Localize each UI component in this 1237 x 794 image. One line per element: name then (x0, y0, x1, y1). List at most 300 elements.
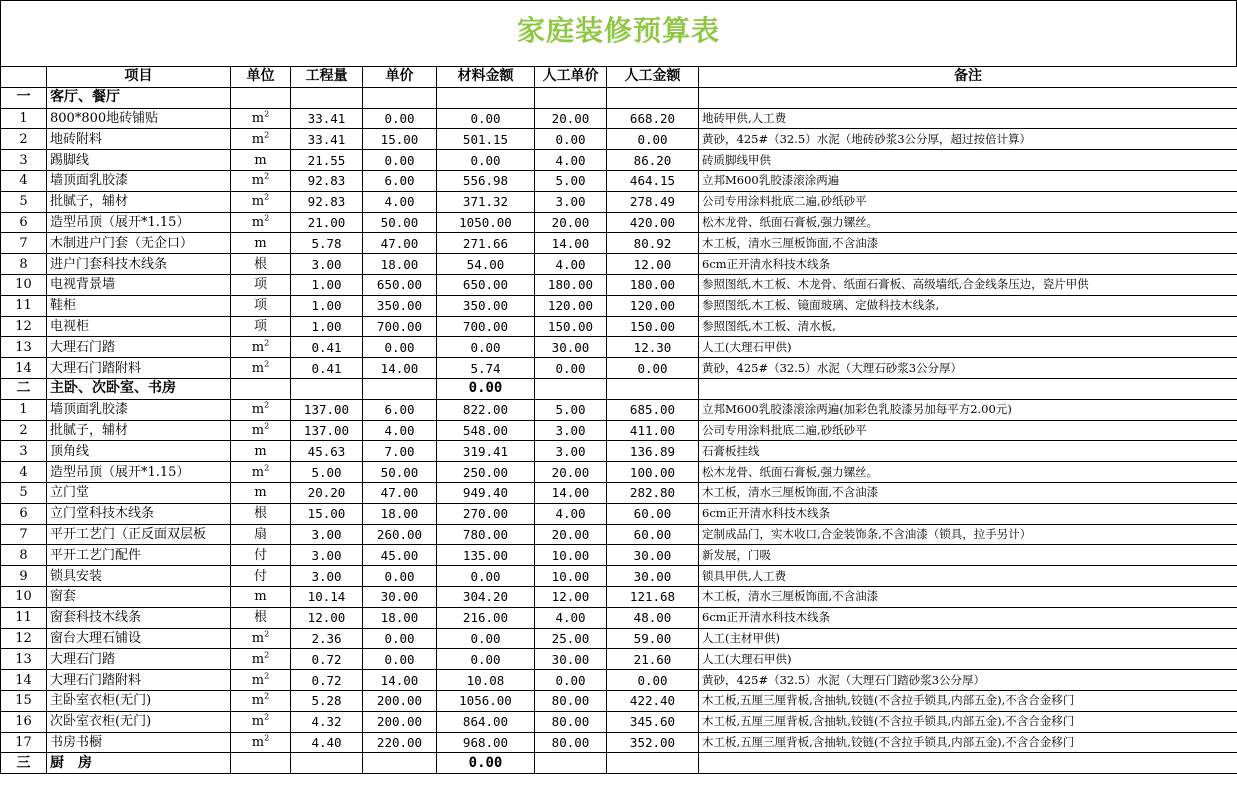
item-name[interactable]: 批腻子，辅材 (47, 191, 231, 212)
unit-cell[interactable] (231, 524, 291, 545)
quantity[interactable]: 3.00 (291, 254, 363, 275)
row-number[interactable]: 10 (1, 274, 47, 295)
unit-cell[interactable] (231, 462, 291, 483)
labor-unit-price[interactable]: 20.00 (535, 108, 607, 129)
row-number[interactable]: 6 (1, 503, 47, 524)
header-labor-amount[interactable]: 人工金额 (607, 67, 699, 88)
remarks[interactable]: 6cm正开清水科技木线条 (699, 254, 1237, 275)
header-unit[interactable]: 单位 (231, 67, 291, 88)
remarks[interactable]: 石膏板挂线 (699, 441, 1237, 462)
row-number[interactable]: 5 (1, 191, 47, 212)
remarks[interactable]: 定制成品门，实木收口,合金装饰条,不含油漆（锁具，拉手另计） (699, 524, 1237, 545)
material-amount[interactable]: 271.66 (437, 233, 535, 254)
empty-cell[interactable] (363, 753, 437, 774)
quantity[interactable]: 0.41 (291, 337, 363, 358)
item-name[interactable]: 平开工艺门配件 (47, 545, 231, 566)
remarks[interactable]: 公司专用涂料批底二遍,砂纸砂平 (699, 420, 1237, 441)
row-number[interactable]: 14 (1, 670, 47, 691)
row-number[interactable]: 11 (1, 607, 47, 628)
empty-cell[interactable] (699, 753, 1237, 774)
unit-price[interactable]: 260.00 (363, 524, 437, 545)
quantity[interactable]: 3.00 (291, 524, 363, 545)
unit-price[interactable]: 350.00 (363, 295, 437, 316)
labor-amount[interactable]: 464.15 (607, 170, 699, 191)
unit-cell[interactable] (231, 732, 291, 753)
item-name[interactable]: 墙顶面乳胶漆 (47, 170, 231, 191)
material-amount[interactable]: 0.00 (437, 150, 535, 171)
material-amount[interactable]: 864.00 (437, 711, 535, 732)
header-item[interactable]: 项目 (47, 67, 231, 88)
labor-amount[interactable]: 282.80 (607, 482, 699, 503)
unit-price[interactable]: 7.00 (363, 441, 437, 462)
row-number[interactable]: 13 (1, 649, 47, 670)
unit-price[interactable]: 0.00 (363, 337, 437, 358)
quantity[interactable]: 3.00 (291, 566, 363, 587)
quantity[interactable]: 20.20 (291, 482, 363, 503)
header-price[interactable]: 单价 (363, 67, 437, 88)
unit-cell[interactable] (231, 420, 291, 441)
labor-amount[interactable]: 411.00 (607, 420, 699, 441)
item-name[interactable]: 窗套科技木线条 (47, 607, 231, 628)
item-name[interactable]: 造型吊顶（展开*1.15） (47, 462, 231, 483)
unit-price[interactable]: 18.00 (363, 607, 437, 628)
row-number[interactable]: 12 (1, 628, 47, 649)
remarks[interactable]: 木工板，清水三厘板饰面,不含油漆 (699, 233, 1237, 254)
quantity[interactable]: 0.72 (291, 649, 363, 670)
quantity[interactable]: 15.00 (291, 503, 363, 524)
empty-cell[interactable] (607, 87, 699, 108)
empty-cell[interactable] (231, 378, 291, 399)
section-material-total[interactable]: 0.00 (437, 378, 535, 399)
labor-unit-price[interactable]: 180.00 (535, 274, 607, 295)
labor-unit-price[interactable]: 0.00 (535, 129, 607, 150)
row-number[interactable]: 3 (1, 441, 47, 462)
labor-unit-price[interactable]: 4.00 (535, 607, 607, 628)
row-number[interactable]: 11 (1, 295, 47, 316)
labor-amount[interactable]: 0.00 (607, 670, 699, 691)
unit-cell[interactable] (231, 690, 291, 711)
quantity[interactable]: 0.72 (291, 670, 363, 691)
section-number[interactable]: 一 (1, 87, 47, 108)
unit-cell[interactable] (231, 129, 291, 150)
row-number[interactable]: 13 (1, 337, 47, 358)
labor-unit-price[interactable]: 12.00 (535, 586, 607, 607)
labor-unit-price[interactable]: 20.00 (535, 212, 607, 233)
labor-unit-price[interactable]: 0.00 (535, 358, 607, 379)
quantity[interactable]: 137.00 (291, 399, 363, 420)
labor-unit-price[interactable]: 3.00 (535, 420, 607, 441)
unit-cell[interactable] (231, 670, 291, 691)
unit-cell[interactable] (231, 233, 291, 254)
header-labor-price[interactable]: 人工单价 (535, 67, 607, 88)
quantity[interactable]: 137.00 (291, 420, 363, 441)
labor-unit-price[interactable]: 80.00 (535, 732, 607, 753)
material-amount[interactable]: 949.40 (437, 482, 535, 503)
unit-price[interactable]: 18.00 (363, 254, 437, 275)
material-amount[interactable]: 780.00 (437, 524, 535, 545)
unit-cell[interactable] (231, 295, 291, 316)
unit-price[interactable]: 45.00 (363, 545, 437, 566)
material-amount[interactable]: 371.32 (437, 191, 535, 212)
row-number[interactable]: 10 (1, 586, 47, 607)
labor-unit-price[interactable]: 30.00 (535, 649, 607, 670)
item-name[interactable]: 窗台大理石铺设 (47, 628, 231, 649)
row-number[interactable]: 9 (1, 566, 47, 587)
quantity[interactable]: 3.00 (291, 545, 363, 566)
quantity[interactable]: 5.00 (291, 462, 363, 483)
empty-cell[interactable] (699, 87, 1237, 108)
unit-cell[interactable] (231, 566, 291, 587)
header-no[interactable] (1, 67, 47, 88)
item-name[interactable]: 电视背景墙 (47, 274, 231, 295)
empty-cell[interactable] (363, 87, 437, 108)
row-number[interactable]: 15 (1, 690, 47, 711)
unit-price[interactable]: 4.00 (363, 420, 437, 441)
labor-amount[interactable]: 278.49 (607, 191, 699, 212)
labor-unit-price[interactable]: 14.00 (535, 482, 607, 503)
labor-unit-price[interactable]: 10.00 (535, 566, 607, 587)
remarks[interactable]: 锁具甲供,人工费 (699, 566, 1237, 587)
unit-price[interactable]: 0.00 (363, 150, 437, 171)
labor-unit-price[interactable]: 4.00 (535, 503, 607, 524)
quantity[interactable]: 4.40 (291, 732, 363, 753)
labor-amount[interactable]: 352.00 (607, 732, 699, 753)
material-amount[interactable]: 135.00 (437, 545, 535, 566)
unit-price[interactable]: 6.00 (363, 399, 437, 420)
item-name[interactable]: 大理石门踏附料 (47, 358, 231, 379)
remarks[interactable]: 公司专用涂料批底二遍,砂纸砂平 (699, 191, 1237, 212)
unit-price[interactable]: 18.00 (363, 503, 437, 524)
row-number[interactable]: 4 (1, 170, 47, 191)
material-amount[interactable]: 0.00 (437, 649, 535, 670)
labor-unit-price[interactable]: 5.00 (535, 170, 607, 191)
labor-unit-price[interactable]: 0.00 (535, 670, 607, 691)
item-name[interactable]: 窗套 (47, 586, 231, 607)
section-material-total[interactable]: 0.00 (437, 753, 535, 774)
remarks[interactable]: 松木龙骨、纸面石膏板,强力镙丝。 (699, 462, 1237, 483)
remarks[interactable]: 黄砂，425#（32.5）水泥（大理石砂浆3公分厚） (699, 358, 1237, 379)
unit-cell[interactable] (231, 441, 291, 462)
unit-price[interactable]: 650.00 (363, 274, 437, 295)
section-material-total[interactable] (437, 87, 535, 108)
material-amount[interactable]: 556.98 (437, 170, 535, 191)
labor-amount[interactable]: 100.00 (607, 462, 699, 483)
labor-amount[interactable]: 12.30 (607, 337, 699, 358)
material-amount[interactable]: 270.00 (437, 503, 535, 524)
material-amount[interactable]: 350.00 (437, 295, 535, 316)
unit-cell[interactable] (231, 108, 291, 129)
unit-cell[interactable] (231, 212, 291, 233)
quantity[interactable]: 1.00 (291, 295, 363, 316)
row-number[interactable]: 4 (1, 462, 47, 483)
item-name[interactable]: 地砖附料 (47, 129, 231, 150)
unit-price[interactable]: 4.00 (363, 191, 437, 212)
material-amount[interactable]: 54.00 (437, 254, 535, 275)
empty-cell[interactable] (699, 378, 1237, 399)
item-name[interactable]: 墙顶面乳胶漆 (47, 399, 231, 420)
labor-amount[interactable]: 420.00 (607, 212, 699, 233)
labor-amount[interactable]: 0.00 (607, 358, 699, 379)
item-name[interactable]: 木制进户门套（无企口） (47, 233, 231, 254)
row-number[interactable]: 14 (1, 358, 47, 379)
section-name[interactable]: 主卧、次卧室、书房 (47, 378, 231, 399)
unit-price[interactable]: 0.00 (363, 108, 437, 129)
labor-unit-price[interactable]: 10.00 (535, 545, 607, 566)
labor-amount[interactable]: 60.00 (607, 524, 699, 545)
remarks[interactable]: 新发展，门吸 (699, 545, 1237, 566)
labor-unit-price[interactable]: 3.00 (535, 191, 607, 212)
remarks[interactable]: 人工(大理石甲供) (699, 337, 1237, 358)
remarks[interactable]: 参照图纸,木工板、清水板, (699, 316, 1237, 337)
remarks[interactable]: 松木龙骨、纸面石膏板,强力镙丝。 (699, 212, 1237, 233)
remarks[interactable]: 人工(主材甲供) (699, 628, 1237, 649)
labor-amount[interactable]: 30.00 (607, 545, 699, 566)
labor-unit-price[interactable]: 4.00 (535, 150, 607, 171)
labor-unit-price[interactable]: 20.00 (535, 524, 607, 545)
unit-cell[interactable] (231, 628, 291, 649)
empty-cell[interactable] (607, 753, 699, 774)
quantity[interactable]: 33.41 (291, 108, 363, 129)
unit-cell[interactable] (231, 545, 291, 566)
remarks[interactable]: 黄砂，425#（32.5）水泥（地砖砂浆3公分厚，超过按倍计算） (699, 129, 1237, 150)
labor-amount[interactable]: 30.00 (607, 566, 699, 587)
labor-amount[interactable]: 0.00 (607, 129, 699, 150)
material-amount[interactable]: 5.74 (437, 358, 535, 379)
material-amount[interactable]: 0.00 (437, 108, 535, 129)
item-name[interactable]: 800*800地砖铺贴 (47, 108, 231, 129)
section-number[interactable]: 三 (1, 753, 47, 774)
unit-cell[interactable] (231, 316, 291, 337)
row-number[interactable]: 3 (1, 150, 47, 171)
unit-price[interactable]: 220.00 (363, 732, 437, 753)
unit-cell[interactable] (231, 607, 291, 628)
row-number[interactable]: 7 (1, 524, 47, 545)
item-name[interactable]: 进户门套科技木线条 (47, 254, 231, 275)
material-amount[interactable]: 10.08 (437, 670, 535, 691)
unit-price[interactable]: 0.00 (363, 649, 437, 670)
labor-unit-price[interactable]: 14.00 (535, 233, 607, 254)
material-amount[interactable]: 1050.00 (437, 212, 535, 233)
item-name[interactable]: 电视柜 (47, 316, 231, 337)
empty-cell[interactable] (291, 378, 363, 399)
unit-cell[interactable] (231, 254, 291, 275)
quantity[interactable]: 12.00 (291, 607, 363, 628)
labor-amount[interactable]: 48.00 (607, 607, 699, 628)
material-amount[interactable]: 216.00 (437, 607, 535, 628)
remarks[interactable]: 6cm正开清水科技木线条 (699, 503, 1237, 524)
remarks[interactable]: 木工板,五厘三厘背板,含抽轨,铰链(不含拉手锁具,内部五金),不含合金移门 (699, 690, 1237, 711)
labor-amount[interactable]: 136.89 (607, 441, 699, 462)
labor-amount[interactable]: 150.00 (607, 316, 699, 337)
item-name[interactable]: 大理石门踏 (47, 649, 231, 670)
material-amount[interactable]: 250.00 (437, 462, 535, 483)
empty-cell[interactable] (535, 753, 607, 774)
item-name[interactable]: 主卧室衣柜(无门) (47, 690, 231, 711)
unit-price[interactable]: 50.00 (363, 212, 437, 233)
quantity[interactable]: 5.78 (291, 233, 363, 254)
material-amount[interactable]: 501.15 (437, 129, 535, 150)
quantity[interactable]: 4.32 (291, 711, 363, 732)
unit-cell[interactable] (231, 191, 291, 212)
row-number[interactable]: 8 (1, 254, 47, 275)
labor-amount[interactable]: 345.60 (607, 711, 699, 732)
unit-cell[interactable] (231, 399, 291, 420)
header-material-amount[interactable]: 材料金额 (437, 67, 535, 88)
empty-cell[interactable] (535, 378, 607, 399)
item-name[interactable]: 平开工艺门（正反面双层板 (47, 524, 231, 545)
labor-unit-price[interactable]: 5.00 (535, 399, 607, 420)
empty-cell[interactable] (231, 753, 291, 774)
item-name[interactable]: 次卧室衣柜(无门) (47, 711, 231, 732)
quantity[interactable]: 33.41 (291, 129, 363, 150)
quantity[interactable]: 92.83 (291, 170, 363, 191)
material-amount[interactable]: 319.41 (437, 441, 535, 462)
material-amount[interactable]: 0.00 (437, 566, 535, 587)
material-amount[interactable]: 1056.00 (437, 690, 535, 711)
unit-cell[interactable] (231, 170, 291, 191)
unit-cell[interactable] (231, 586, 291, 607)
unit-price[interactable]: 47.00 (363, 482, 437, 503)
section-name[interactable]: 客厅、餐厅 (47, 87, 231, 108)
unit-price[interactable]: 14.00 (363, 670, 437, 691)
remarks[interactable]: 木工板,五厘三厘背板,含抽轨,铰链(不含拉手锁具,内部五金),不含合金移门 (699, 732, 1237, 753)
unit-price[interactable]: 50.00 (363, 462, 437, 483)
empty-cell[interactable] (535, 87, 607, 108)
labor-unit-price[interactable]: 120.00 (535, 295, 607, 316)
item-name[interactable]: 书房书橱 (47, 732, 231, 753)
empty-cell[interactable] (231, 87, 291, 108)
labor-unit-price[interactable]: 80.00 (535, 690, 607, 711)
labor-unit-price[interactable]: 3.00 (535, 441, 607, 462)
labor-amount[interactable]: 86.20 (607, 150, 699, 171)
row-number[interactable]: 5 (1, 482, 47, 503)
unit-cell[interactable] (231, 503, 291, 524)
remarks[interactable]: 立邦M600乳胶漆滚涂两遍(加彩色乳胶漆另加每平方2.00元) (699, 399, 1237, 420)
unit-price[interactable]: 700.00 (363, 316, 437, 337)
quantity[interactable]: 21.55 (291, 150, 363, 171)
header-qty[interactable]: 工程量 (291, 67, 363, 88)
labor-unit-price[interactable]: 150.00 (535, 316, 607, 337)
quantity[interactable]: 5.28 (291, 690, 363, 711)
remarks[interactable]: 参照图纸,木工板、镜面玻璃、定做科技木线条, (699, 295, 1237, 316)
item-name[interactable]: 锁具安装 (47, 566, 231, 587)
unit-price[interactable]: 200.00 (363, 711, 437, 732)
quantity[interactable]: 92.83 (291, 191, 363, 212)
item-name[interactable]: 大理石门踏附料 (47, 670, 231, 691)
remarks[interactable]: 参照图纸,木工板、木龙骨、纸面石膏板、高级墙纸,合金线条压边，瓷片甲供 (699, 274, 1237, 295)
unit-price[interactable]: 14.00 (363, 358, 437, 379)
material-amount[interactable]: 548.00 (437, 420, 535, 441)
labor-amount[interactable]: 80.92 (607, 233, 699, 254)
quantity[interactable]: 10.14 (291, 586, 363, 607)
material-amount[interactable]: 650.00 (437, 274, 535, 295)
row-number[interactable]: 2 (1, 420, 47, 441)
empty-cell[interactable] (291, 753, 363, 774)
labor-unit-price[interactable]: 30.00 (535, 337, 607, 358)
unit-price[interactable]: 200.00 (363, 690, 437, 711)
labor-amount[interactable]: 121.68 (607, 586, 699, 607)
row-number[interactable]: 17 (1, 732, 47, 753)
sheet-title-cell[interactable] (0, 0, 1237, 66)
remarks[interactable]: 6cm正开清水科技木线条 (699, 607, 1237, 628)
row-number[interactable]: 12 (1, 316, 47, 337)
empty-cell[interactable] (607, 378, 699, 399)
remarks[interactable]: 立邦M600乳胶漆滚涂两遍 (699, 170, 1237, 191)
labor-amount[interactable]: 180.00 (607, 274, 699, 295)
labor-amount[interactable]: 668.20 (607, 108, 699, 129)
item-name[interactable]: 立门堂科技木线条 (47, 503, 231, 524)
unit-cell[interactable] (231, 337, 291, 358)
unit-cell[interactable] (231, 649, 291, 670)
section-number[interactable]: 二 (1, 378, 47, 399)
item-name[interactable]: 大理石门踏 (47, 337, 231, 358)
row-number[interactable]: 2 (1, 129, 47, 150)
item-name[interactable]: 立门堂 (47, 482, 231, 503)
section-name[interactable]: 厨 房 (47, 753, 231, 774)
quantity[interactable]: 1.00 (291, 316, 363, 337)
item-name[interactable]: 批腻子，辅材 (47, 420, 231, 441)
labor-amount[interactable]: 422.40 (607, 690, 699, 711)
quantity[interactable]: 0.41 (291, 358, 363, 379)
unit-price[interactable]: 0.00 (363, 566, 437, 587)
labor-unit-price[interactable]: 25.00 (535, 628, 607, 649)
labor-unit-price[interactable]: 20.00 (535, 462, 607, 483)
unit-price[interactable]: 6.00 (363, 170, 437, 191)
labor-amount[interactable]: 21.60 (607, 649, 699, 670)
item-name[interactable]: 造型吊顶（展开*1.15） (47, 212, 231, 233)
row-number[interactable]: 1 (1, 399, 47, 420)
header-note[interactable]: 备注 (699, 67, 1237, 88)
material-amount[interactable]: 0.00 (437, 628, 535, 649)
quantity[interactable]: 21.00 (291, 212, 363, 233)
unit-cell[interactable] (231, 711, 291, 732)
row-number[interactable]: 8 (1, 545, 47, 566)
unit-cell[interactable] (231, 358, 291, 379)
row-number[interactable]: 16 (1, 711, 47, 732)
material-amount[interactable]: 0.00 (437, 337, 535, 358)
quantity[interactable]: 2.36 (291, 628, 363, 649)
material-amount[interactable]: 700.00 (437, 316, 535, 337)
unit-cell[interactable] (231, 274, 291, 295)
remarks[interactable]: 地砖甲供,人工费 (699, 108, 1237, 129)
remarks[interactable]: 人工(大理石甲供) (699, 649, 1237, 670)
material-amount[interactable]: 304.20 (437, 586, 535, 607)
empty-cell[interactable] (363, 378, 437, 399)
labor-amount[interactable]: 60.00 (607, 503, 699, 524)
item-name[interactable]: 顶角线 (47, 441, 231, 462)
unit-price[interactable]: 30.00 (363, 586, 437, 607)
labor-amount[interactable]: 59.00 (607, 628, 699, 649)
unit-price[interactable]: 0.00 (363, 628, 437, 649)
row-number[interactable]: 6 (1, 212, 47, 233)
remarks[interactable]: 砖质脚线甲供 (699, 150, 1237, 171)
remarks[interactable]: 黄砂，425#（32.5）水泥（大理石门踏砂浆3公分厚） (699, 670, 1237, 691)
labor-amount[interactable]: 120.00 (607, 295, 699, 316)
material-amount[interactable]: 822.00 (437, 399, 535, 420)
labor-amount[interactable]: 12.00 (607, 254, 699, 275)
unit-cell[interactable] (231, 150, 291, 171)
unit-cell[interactable] (231, 482, 291, 503)
material-amount[interactable]: 968.00 (437, 732, 535, 753)
quantity[interactable]: 1.00 (291, 274, 363, 295)
remarks[interactable]: 木工板,五厘三厘背板,含抽轨,铰链(不含拉手锁具,内部五金),不含合金移门 (699, 711, 1237, 732)
row-number[interactable]: 1 (1, 108, 47, 129)
item-name[interactable]: 踢脚线 (47, 150, 231, 171)
unit-price[interactable]: 15.00 (363, 129, 437, 150)
item-name[interactable]: 鞋柜 (47, 295, 231, 316)
empty-cell[interactable] (291, 87, 363, 108)
remarks[interactable]: 木工板，清水三厘板饰面,不含油漆 (699, 586, 1237, 607)
